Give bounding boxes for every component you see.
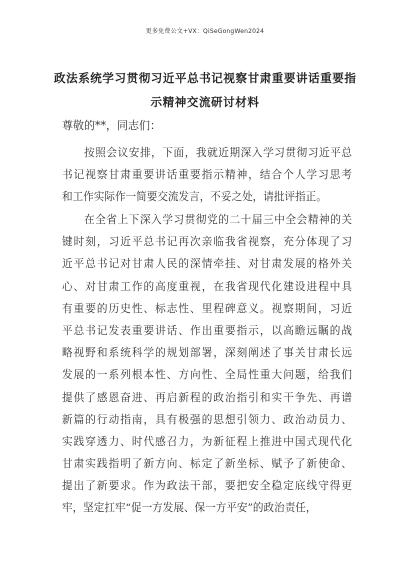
text-line: 略视野和系统科学的规划部署，深刻阐述了事关甘肃长远: [62, 347, 352, 360]
text-line: 平总书记发表重要讲话、作出重要指示，以高瞻远瞩的战: [62, 324, 352, 337]
text-line: 新篇的行动指南，具有极强的思想引领力、政治动员力、: [62, 413, 352, 426]
text-line: 近平总书记对甘肃人民的深情牵挂、对甘肃发展的格外关: [62, 258, 352, 271]
salutation: 尊敬的**，同志们：: [62, 119, 161, 132]
document-title: [54, 66, 356, 114]
text-line: 和工作实际作一简要交流发言，不妥之处，请批评指正。: [62, 191, 327, 204]
text-line: 甘肃实践指明了新方向、标定了新坐标、赋予了新使命、: [62, 458, 352, 471]
text-line: 书记视察甘肃重要讲话重要指示精神，结合个人学习思考: [62, 169, 352, 182]
header-note: 更多免费公文+VX：QiSeGongWen2024: [145, 28, 265, 35]
text-line: 有重要的历史性、标志性、里程碑意义。视察期间，习近: [62, 302, 352, 315]
text-line: 发展的一系列根本性、方向性、全局性重大问题，给我们: [62, 369, 352, 382]
text-line: 按照会议安排，下面，我就近期深入学习贯彻习近平总: [84, 147, 352, 159]
paragraph-2: [62, 209, 352, 520]
paragraph-1: [62, 142, 352, 209]
text-line: 键时刻，习近平总书记再次亲临我省视察，充分体现了习: [62, 236, 352, 249]
title-line: 政法系统学习贯彻习近平总书记视察甘肃重要讲话重要指: [54, 71, 357, 85]
text-line: 实践穿透力、时代感召力，为新征程上推进中国式现代化: [62, 435, 352, 448]
text-line: 在全省上下深入学习贯彻党的二十届三中全会精神的关: [84, 214, 352, 226]
text-line: 提供了感恩奋进、再启新程的政治指引和实干争先、再谱: [62, 391, 352, 404]
text-line: 心、对甘肃工作的高度重视，在我省现代化建设进程中具: [62, 280, 352, 293]
text-line: 牢，坚定扛牢“促一方发展、保一方平安”的政治责任，: [62, 502, 317, 515]
text-line: 提出了新要求。作为政法干部，要把安全稳定底线守得更: [62, 480, 352, 493]
title-line: 示精神交流研讨材料: [150, 95, 260, 109]
